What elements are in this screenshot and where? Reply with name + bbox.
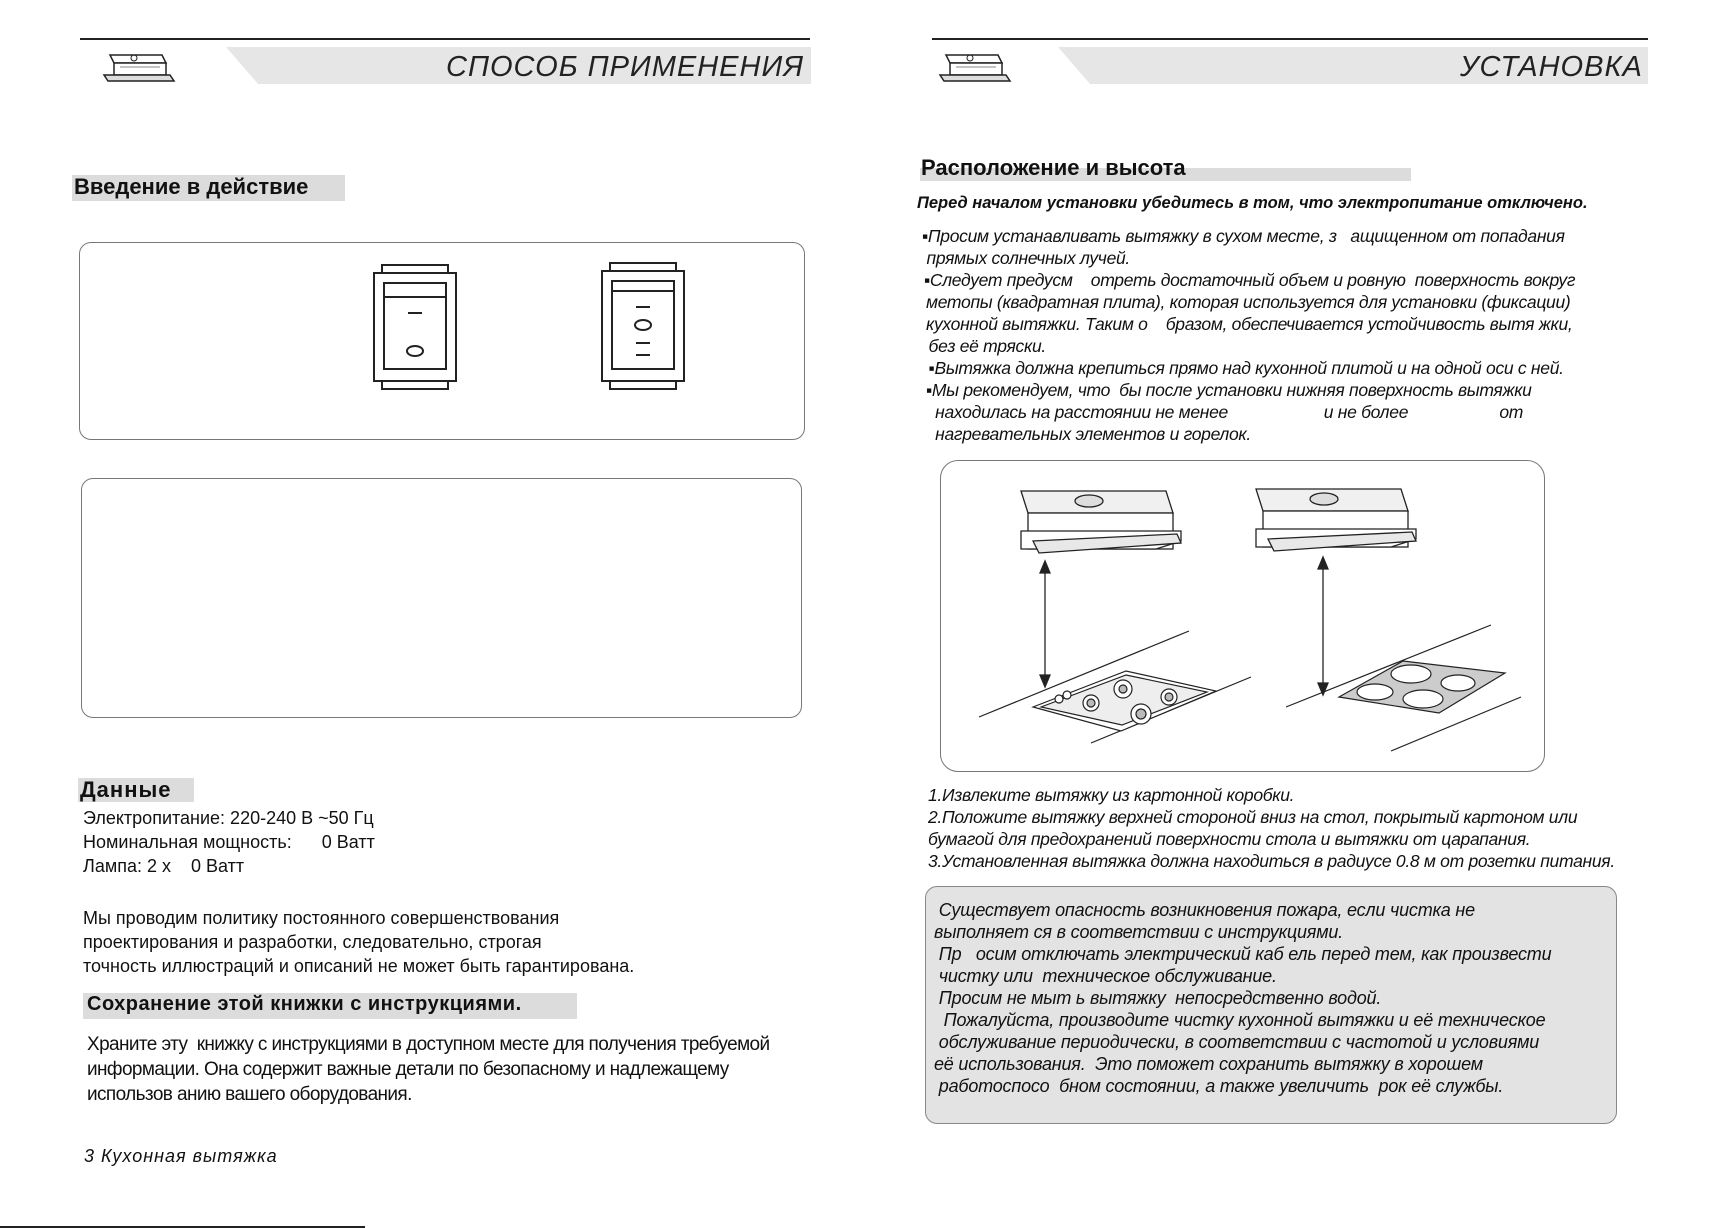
install-bullet: находилась на расстоянии не менее и не более от [926, 402, 1524, 422]
gas-hob-drawing [1033, 671, 1216, 731]
height-arrow-right [1318, 557, 1328, 695]
data-line: Лампа: 2 х 0 Ватт [83, 856, 245, 876]
blank-panel [81, 478, 802, 718]
left-header-rule [80, 38, 810, 40]
hood-drawing-right [1256, 489, 1416, 551]
install-bullet: ▪Мы рекомендуем, что бы после установки нижняя поверхность вытяжки [926, 380, 1532, 400]
switch-on-icon [598, 261, 688, 391]
install-bullet: метопы (квадратная плита), которая используется для установки (фиксации) [926, 292, 1571, 312]
hood-height-illustration [941, 461, 1544, 771]
install-bullet: нагревательных элементов и горелок. [926, 424, 1251, 444]
caution-line: чистку или техническое обслуживание. [934, 966, 1277, 986]
keep-heading: Сохранение этой книжки с инструкциями. [87, 993, 522, 1015]
right-header-title: УСТАНОВКА [1460, 51, 1643, 83]
caution-line: выполняет ся в соответствии с инструкциями. [934, 922, 1343, 942]
hood-icon [100, 45, 180, 87]
data-heading: Данные [80, 777, 172, 802]
policy-line: Мы проводим политику постоянного совершенствования [83, 908, 560, 928]
operation-heading: Введение в действие [74, 174, 309, 199]
switch-off-icon [370, 263, 460, 391]
install-bullet: ▪Вытяжка должна крепиться прямо над кухонной плитой и на одной оси с ней. [924, 358, 1564, 378]
caution-line: Существует опасность возникновения пожара, если чистка не [934, 900, 1475, 920]
install-bullet: кухонной вытяжки. Таким о бразом, обеспечивается устойчивость вытя жки, [926, 314, 1573, 334]
keep-line: информации. Она содержит важные детали по безопасному и надлежащему [87, 1059, 729, 1080]
install-step: 2.Положите вытяжку верхней стороной вниз на стол, покрытый картоном или [928, 807, 1578, 827]
install-step: 3.Установленная вытяжка должна находиться в радиусе 0.8 м от розетки питания. [928, 851, 1615, 871]
policy-line: проектирования и разработки, следовательно, строгая [83, 932, 542, 952]
install-diagram [940, 460, 1545, 772]
electric-hob-drawing [1339, 661, 1505, 713]
switch-panel [79, 242, 805, 440]
install-step: 1.Извлеките вытяжку из картонной коробки. [928, 785, 1295, 805]
data-line: Номинальная мощность: 0 Ватт [83, 832, 375, 852]
hood-icon [936, 45, 1016, 87]
caution-line: работоспосо бном состоянии, а также увеличить рок её службы. [934, 1076, 1504, 1096]
keep-line: Храните эту книжку с инструкциями в доступном месте для получения требуемой [87, 1034, 770, 1055]
install-bullet: ▪Просим устанавливать вытяжку в сухом месте, з ащищенном от попадания [922, 226, 1565, 246]
install-bullet: прямых солнечных лучей. [922, 248, 1130, 268]
caution-line: Просим не мыт ь вытяжку непосредственно водой. [934, 988, 1382, 1008]
location-heading: Расположение и высота [921, 155, 1186, 180]
hood-drawing-left [1021, 491, 1181, 553]
height-arrow-left [1040, 561, 1050, 687]
page-footer: 3 Кухонная вытяжка [84, 1146, 278, 1166]
caution-line: её использования. Это поможет сохранить вытяжку в хорошем [934, 1054, 1483, 1074]
caution-line: Пр осим отключать электрический каб ель перед тем, как произвести [934, 944, 1552, 964]
caution-line: обслуживание периодически, в соответствии с частотой и условиями [934, 1032, 1540, 1052]
install-bullet: без её тряски. [924, 336, 1046, 356]
data-line: Электропитание: 220-240 В ~50 Гц [83, 808, 374, 828]
keep-line: использов анию вашего оборудования. [87, 1084, 412, 1105]
policy-line: точность иллюстраций и описаний не может быть гарантирована. [83, 956, 635, 976]
left-header-title: СПОСОБ ПРИМЕНЕНИЯ [446, 51, 804, 83]
right-header-rule [932, 38, 1648, 40]
install-bullet: ▪Следует предусм отреть достаточный объем и ровную поверхность вокруг [924, 270, 1576, 290]
caution-line: Пожалуйста, производите чистку кухонной вытяжки и её техническое [934, 1010, 1546, 1030]
power-off-warning: Перед началом установки убедитесь в том, что электропитание отключено. [917, 194, 1588, 212]
install-step: бумагой для предохранений поверхности стола и вытяжки от царапания. [928, 829, 1531, 849]
